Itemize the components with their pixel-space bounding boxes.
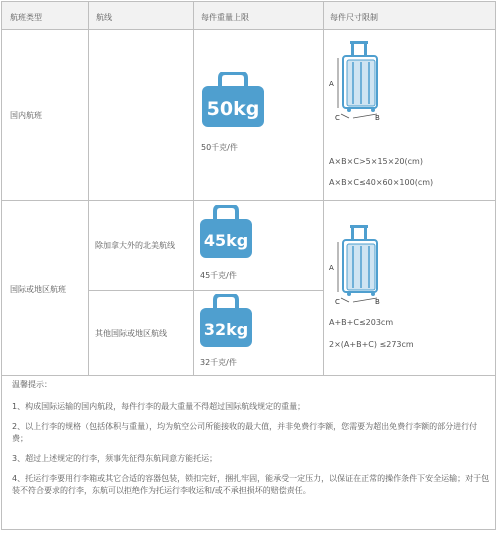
international-size-line1: A+B+C≤203cm <box>329 318 394 327</box>
diagram-label-b: B <box>375 298 380 306</box>
row-divider-tips <box>2 375 495 376</box>
baggage-table <box>1 1 496 530</box>
header-route: 航线 <box>96 13 112 22</box>
tip-item-1: 1、构成国际运输的国内航段，每件行李的最大重量不得超过国际航线规定的重量； <box>12 402 306 411</box>
route-other-international: 其他国际或地区航线 <box>95 329 167 338</box>
weight-45kg-badge <box>198 205 254 259</box>
weight-badge-text: 50kg <box>206 98 260 120</box>
domestic-size-line2: A×B×C≤40×60×100(cm) <box>329 178 434 187</box>
international-size-line2: 2×(A+B+C) ≤273cm <box>329 340 414 349</box>
diagram-label-a: A <box>329 80 334 88</box>
row-divider-domestic <box>2 200 495 201</box>
col-divider-2 <box>193 2 194 376</box>
tip-item-4: 4、托运行李要用行李箱或其它合适的容器包装，锁扣完好，捆扎牢固，能承受一定压力，以保证在正常的操作条件下安全运输；对于包装不符合要求的行李，东航可以拒绝作为托运行李收运和/或不承担损坏的赔偿责任。 <box>12 474 490 495</box>
route2-weight-caption: 32千克/件 <box>200 358 237 367</box>
diagram-label-c: C <box>335 114 340 122</box>
domestic-weight-caption: 50千克/件 <box>201 143 238 152</box>
route-north-america: 除加拿大外的北美航线 <box>95 241 175 250</box>
col-divider-3 <box>323 2 324 376</box>
col-divider-1 <box>88 2 89 376</box>
diagram-label-c: C <box>335 298 340 306</box>
tips-section <box>12 379 490 505</box>
domestic-type-label: 国内航班 <box>10 111 42 120</box>
diagram-label-a: A <box>329 264 334 272</box>
weight-badge-text: 45kg <box>203 231 249 250</box>
header-size-limit: 每件尺寸限制 <box>330 13 378 22</box>
weight-badge-text: 32kg <box>203 320 249 339</box>
international-type-label: 国际或地区航班 <box>10 285 66 294</box>
diagram-label-b: B <box>375 114 380 122</box>
weight-32kg-badge <box>198 294 254 348</box>
tips-title: 温馨提示： <box>12 380 52 389</box>
tip-item-3: 3、超过上述规定的行李，须事先征得东航同意方能托运； <box>12 454 218 463</box>
table-header <box>2 2 495 30</box>
weight-50kg-badge <box>200 72 266 128</box>
route1-weight-caption: 45千克/件 <box>200 271 237 280</box>
suitcase-dimension-diagram <box>329 224 389 306</box>
row-divider-routes <box>88 290 323 291</box>
tip-item-2: 2、以上行李的规格（包括体积与重量），均为航空公司所能接收的最大值，并非免费行李额，您需要为超出免费行李额的部分进行付费； <box>12 422 478 443</box>
suitcase-dimension-diagram <box>329 40 389 122</box>
header-flight-type: 航班类型 <box>10 13 42 22</box>
header-weight-limit: 每件重量上限 <box>201 13 249 22</box>
domestic-size-line1: A×B×C>5×15×20(cm) <box>329 157 423 166</box>
